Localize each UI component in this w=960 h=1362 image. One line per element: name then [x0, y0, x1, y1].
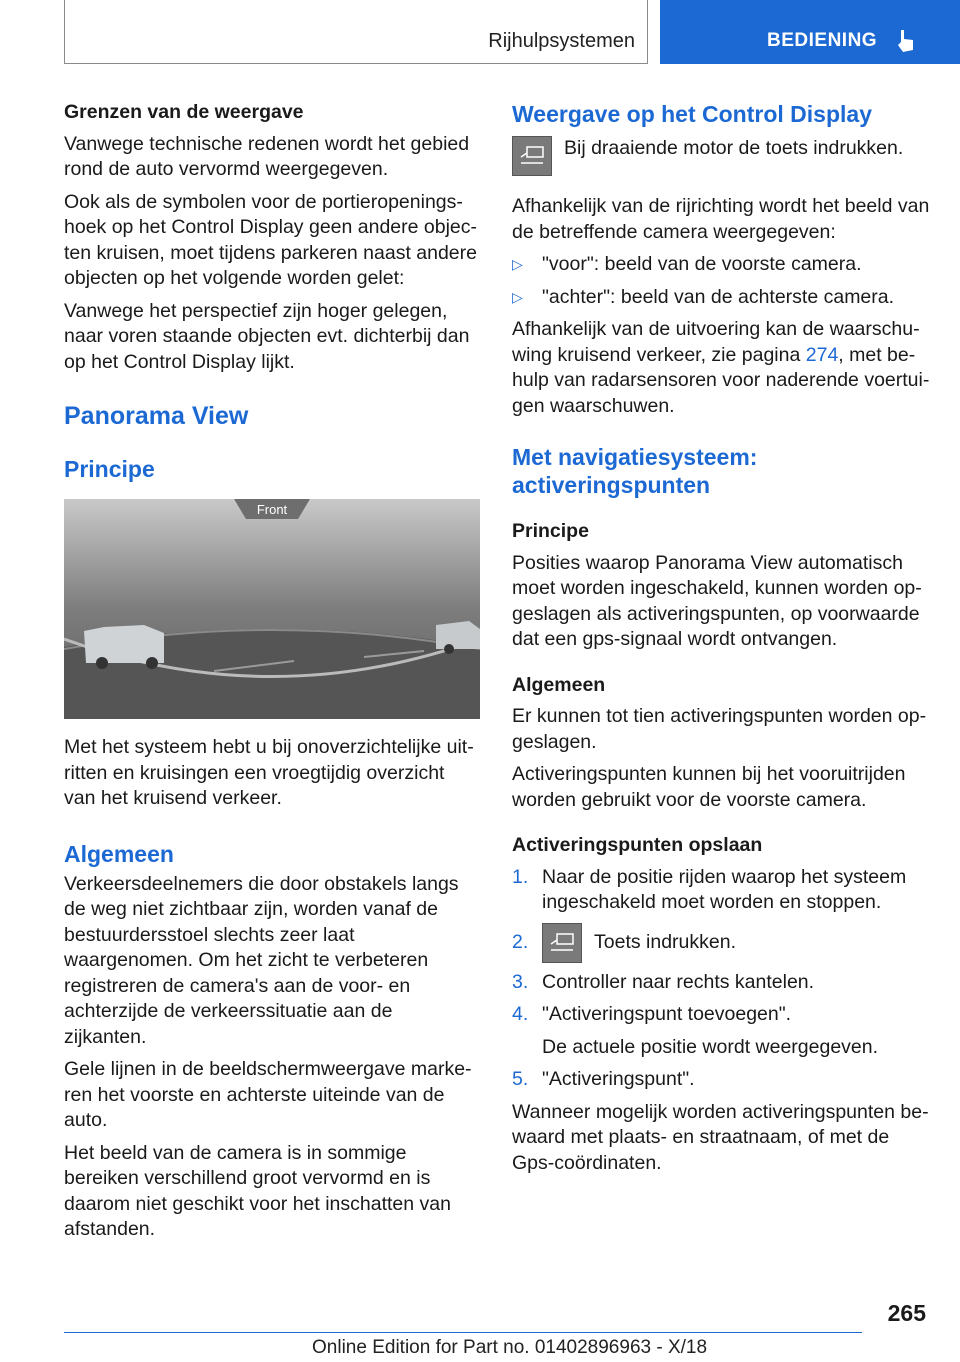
paragraph: Vanwege technische redenen wordt het gebied rond de auto vervormd weergegeven.: [64, 132, 470, 180]
paragraph: Verkeersdeelnemers die door obstakels langs de weg niet zichtbaar zijn, worden vanaf de bestuurdersstoel slechts zeer laat waargenomen. Om het zicht te verbeteren registreren de camera's aan de voor- en achterzijde de verkeerssituatie aan de zijkanten.: [64, 872, 459, 1048]
panorama-camera-image: [64, 499, 480, 719]
header-chapter-label: BEDIENING: [767, 30, 878, 51]
heading-navigation: Met navigatiesysteem: activeringspunten: [512, 444, 758, 498]
press-instruction: Bij draaiende motor de toets indrukken.: [564, 137, 904, 159]
paragraph: Gele lijnen in de beeldschermweergave markeren het voorste en achterste uiteinde van de auto.: [64, 1058, 472, 1131]
footer-edition: Online Edition for Part no. 01402896963 - X/18: [312, 1337, 708, 1358]
step-note: De actuele positie wordt weergegeven.: [542, 1035, 879, 1058]
heading-weergave: Weergave op het Control Display: [512, 101, 872, 127]
paragraph: Posities waarop Panorama View automatisch moet worden ingeschakeld, kunnen worden opgeslagen als activeringspunten, op voorwaarde dat een gps-signaal wordt ontvangen.: [512, 551, 922, 650]
heading-principe: Principe: [64, 456, 155, 482]
step-item: 3. Controller naar rechts kantelen.: [512, 970, 815, 993]
subheading-opslaan: Activeringspunten opslaan: [512, 834, 763, 856]
list-item: ▷ "voor": beeld van de voorste camera.: [512, 252, 932, 278]
page-number: 265: [887, 1300, 926, 1326]
paragraph: Met het systeem hebt u bij onoverzichtelijke uitritten en kruisingen een vroegtijdig overzicht van het kruisend verkeer.: [64, 736, 474, 809]
paragraph: Activeringspunten kunnen bij het vooruitrijden worden gebruikt voor de voorste camera.: [512, 763, 906, 811]
paragraph: Wanneer mogelijk worden activeringspunten bewaard met plaats- en straatnaam, of met de Gps-coördinaten.: [512, 1100, 929, 1174]
subheading-algemeen: Algemeen: [512, 673, 606, 696]
step-item: 2. Toets indrukken.: [512, 923, 932, 963]
right-column: [512, 100, 932, 1183]
subheading-limits: Grenzen van de weergave: [64, 101, 304, 123]
paragraph: Vanwege het perspectief zijn hoger gelegen, naar voren staande objecten evt. dichterbij dan op het Control Display lijkt.: [64, 299, 470, 373]
camera-button-icon: [512, 136, 552, 176]
hand-pointer-icon: [895, 28, 915, 54]
subheading-principe: Principe: [512, 520, 589, 542]
paragraph: Afhankelijk van de uitvoering kan de waarschuwing kruisend verkeer, zie pagina 274, met behulp van radarsensoren voor naderende voertuigen waarschuwen.: [512, 318, 930, 417]
header-section: Rijhulpsystemen: [488, 30, 635, 52]
step-item: 5. "Activeringspunt".: [512, 1068, 695, 1090]
image-front-label: Front: [256, 502, 288, 517]
triangle-bullet-icon: ▷: [512, 288, 523, 305]
paragraph: Er kunnen tot tien activeringspunten worden opgeslagen.: [512, 705, 927, 753]
header-chapter-tab[interactable]: [660, 0, 960, 64]
paragraph: Het beeld van de camera is in sommige bereiken verschillend groot vervormd en is daarom niet geschikt voor het inschatten van afstanden.: [64, 1141, 451, 1240]
footer-divider: [64, 1332, 862, 1333]
camera-button-icon: [542, 923, 582, 963]
heading-panorama-view: Panorama View: [64, 402, 249, 430]
list-item: ▷ "achter": beeld van de achterste camera.: [512, 285, 932, 311]
left-column: [64, 100, 480, 1250]
paragraph: Ook als de symbolen voor de portieropeningshoek op het Control Display geen andere objecten kruisen, moet tijdens parkeren naast andere objecten op het volgende worden gelet:: [64, 190, 478, 289]
page-link[interactable]: 274: [805, 343, 839, 366]
paragraph: Afhankelijk van de rijrichting wordt het beeld van de betreffende camera weergegeven:: [512, 195, 930, 243]
triangle-bullet-icon: ▷: [512, 256, 523, 272]
heading-algemeen: Algemeen: [64, 840, 174, 867]
step-item: 1. Naar de positie rijden waarop het systeem ingeschakeld moet worden en stoppen.: [512, 865, 907, 913]
step-item: 4. "Activeringspunt toevoegen".: [512, 1003, 792, 1025]
